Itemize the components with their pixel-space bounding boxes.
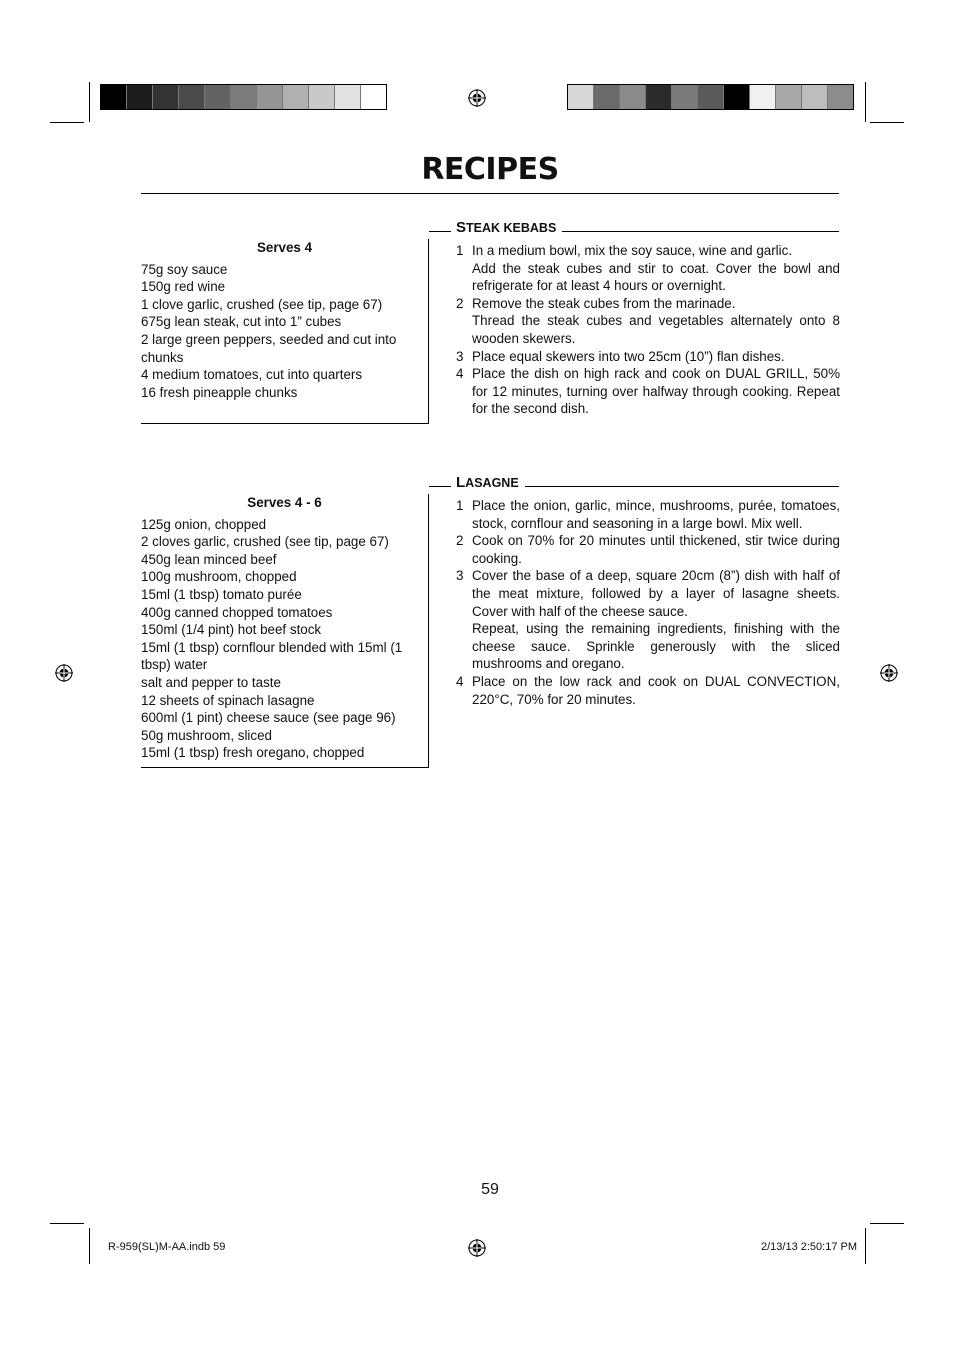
step-text-continued: Repeat, using the remaining ingredients, finishing with the cheese sauce. Sprinkle generously with the sliced mushrooms and oregano. [472, 621, 840, 672]
color-swatch [828, 85, 853, 109]
ingredient-item: 2 large green peppers, seeded and cut into chunks [141, 331, 397, 365]
crop-mark [865, 1228, 866, 1264]
color-swatch [750, 85, 776, 109]
ingredient-item: 400g canned chopped tomatoes [141, 604, 333, 620]
crop-mark [89, 1228, 90, 1264]
color-calibration-bar-left [100, 84, 387, 110]
step-body [472, 295, 840, 348]
ingredient-item: 75g soy sauce [141, 261, 228, 277]
method-step [456, 532, 840, 567]
color-swatch [283, 85, 309, 109]
step-text: Cover the base of a deep, square 20cm (8”) dish with half of the meat mixture, followed by a layer of lasagne sheets. Cover with half of the cheese sauce. [472, 568, 840, 619]
step-body [472, 242, 840, 295]
step-body [472, 567, 840, 673]
page-number: 59 [481, 1181, 499, 1198]
ingredient-item: 1 clove garlic, crushed (see tip, page 67) [141, 296, 383, 312]
recipe-title-steak [456, 219, 562, 236]
ingredients-box-steak [141, 239, 429, 424]
method-step [456, 497, 840, 532]
method-step [456, 567, 840, 673]
color-swatch [698, 85, 724, 109]
step-number: 3 [456, 568, 464, 584]
step-number: 1 [456, 498, 464, 513]
section-connector [429, 486, 451, 487]
ingredient-item: 600ml (1 pint) cheese sauce (see page 96) [141, 710, 396, 726]
color-swatch [309, 85, 335, 109]
step-number: 2 [456, 533, 464, 549]
color-swatch [101, 85, 127, 109]
crop-mark [870, 122, 904, 123]
step-text: Place the dish on high rack and cook on DUAL GRILL, 50% for 12 minutes, turning over halfway through cooking. Repeat for the second dish. [472, 366, 840, 417]
ingredient-item: 150g red wine [141, 279, 226, 295]
ingredient-item: 50g mushroom, sliced [141, 727, 272, 743]
method-step [456, 242, 840, 295]
step-number: 4 [456, 366, 464, 382]
color-swatch [646, 85, 672, 109]
color-swatch [620, 85, 646, 109]
color-swatch [179, 85, 205, 109]
title-divider [141, 193, 839, 194]
footer-file-info: R-959(SL)M-AA.indb 59 [108, 1241, 226, 1253]
section-connector [429, 231, 451, 232]
recipe-title-rest: TEAK KEBABS [466, 221, 557, 235]
ingredient-item: 2 cloves garlic, crushed (see tip, page 67) [141, 534, 389, 550]
step-body [472, 532, 840, 567]
serves-label: Serves 4 [256, 240, 313, 255]
method-step [456, 673, 840, 708]
crop-mark [50, 122, 84, 123]
step-body [472, 673, 840, 708]
step-text: Place equal skewers into two 25cm (10”) flan dishes. [472, 348, 785, 364]
serves-label: Serves 4 - 6 [247, 495, 322, 510]
color-swatch [568, 85, 594, 109]
step-number: 4 [456, 673, 464, 689]
color-calibration-bar-right [567, 84, 854, 110]
step-text-continued: Add the steak cubes and stir to coat. Cover the bowl and refrigerate for at least 4 hours or overnight. [472, 260, 840, 294]
color-swatch [205, 85, 231, 109]
registration-mark-icon [468, 1239, 486, 1257]
registration-mark-icon [468, 89, 486, 107]
step-text: In a medium bowl, mix the soy sauce, wine and garlic. [472, 243, 793, 258]
method-step [456, 295, 840, 348]
crop-mark [89, 82, 90, 122]
ingredient-item: 15ml (1 tbsp) fresh oregano, chopped [141, 745, 365, 761]
color-swatch [335, 85, 361, 109]
recipe-title-rest: ASAGNE [465, 476, 519, 490]
ingredients-box-lasagne [141, 494, 429, 768]
ingredient-item: 4 medium tomatoes, cut into quarters [141, 367, 363, 383]
crop-mark [865, 82, 866, 122]
method-step [456, 348, 840, 366]
ingredient-item: 15ml (1 tbsp) tomato purée [141, 586, 302, 602]
ingredients-list [141, 516, 428, 762]
color-swatch [802, 85, 828, 109]
ingredient-item: 125g onion, chopped [141, 516, 267, 532]
ingredient-item: salt and pepper to taste [141, 674, 281, 690]
ingredient-item: 100g mushroom, chopped [141, 569, 297, 585]
color-swatch [594, 85, 620, 109]
color-swatch [257, 85, 283, 109]
ingredient-item: 15ml (1 tbsp) cornflour blended with 15ml (1 tbsp) water [141, 639, 403, 673]
color-swatch [127, 85, 153, 109]
color-swatch [361, 85, 386, 109]
crop-mark [870, 1223, 904, 1224]
page-title: RECIPES [421, 152, 559, 187]
step-text: Place the onion, garlic, mince, mushrooms, purée, tomatoes, stock, cornflour and seasoning in a large bowl. Mix well. [472, 498, 840, 531]
color-swatch [776, 85, 802, 109]
recipe-title-initial: L [456, 474, 466, 491]
footer-timestamp: 2/13/13 2:50:17 PM [760, 1241, 857, 1253]
step-number: 1 [456, 243, 464, 258]
step-text: Place on the low rack and cook on DUAL CONVECTION, 220°C, 70% for 20 minutes. [472, 673, 840, 707]
method-lasagne [456, 497, 840, 708]
step-body [472, 497, 840, 532]
step-body [472, 348, 840, 366]
step-number: 3 [456, 348, 464, 364]
step-text-continued: Thread the steak cubes and vegetables alternately onto 8 wooden skewers. [472, 313, 840, 346]
color-swatch [724, 85, 750, 109]
ingredient-item: 450g lean minced beef [141, 551, 277, 567]
method-step [456, 365, 840, 418]
step-number: 2 [456, 295, 464, 311]
ingredients-list [141, 261, 428, 402]
ingredient-item: 675g lean steak, cut into 1” cubes [141, 314, 342, 330]
registration-mark-icon [55, 664, 73, 682]
method-steak [456, 242, 840, 418]
color-swatch [231, 85, 257, 109]
color-swatch [672, 85, 698, 109]
step-body [472, 365, 840, 418]
ingredient-item: 150ml (1/4 pint) hot beef stock [141, 622, 322, 638]
ingredient-item: 16 fresh pineapple chunks [141, 384, 298, 400]
registration-mark-icon [880, 664, 898, 682]
step-text: Remove the steak cubes from the marinade. [472, 295, 736, 311]
color-swatch [153, 85, 179, 109]
step-text: Cook on 70% for 20 minutes until thickened, stir twice during cooking. [472, 533, 840, 566]
ingredient-item: 12 sheets of spinach lasagne [141, 692, 315, 708]
recipe-title-lasagne [456, 474, 525, 491]
crop-mark [50, 1223, 84, 1224]
recipe-title-initial: S [456, 219, 467, 236]
